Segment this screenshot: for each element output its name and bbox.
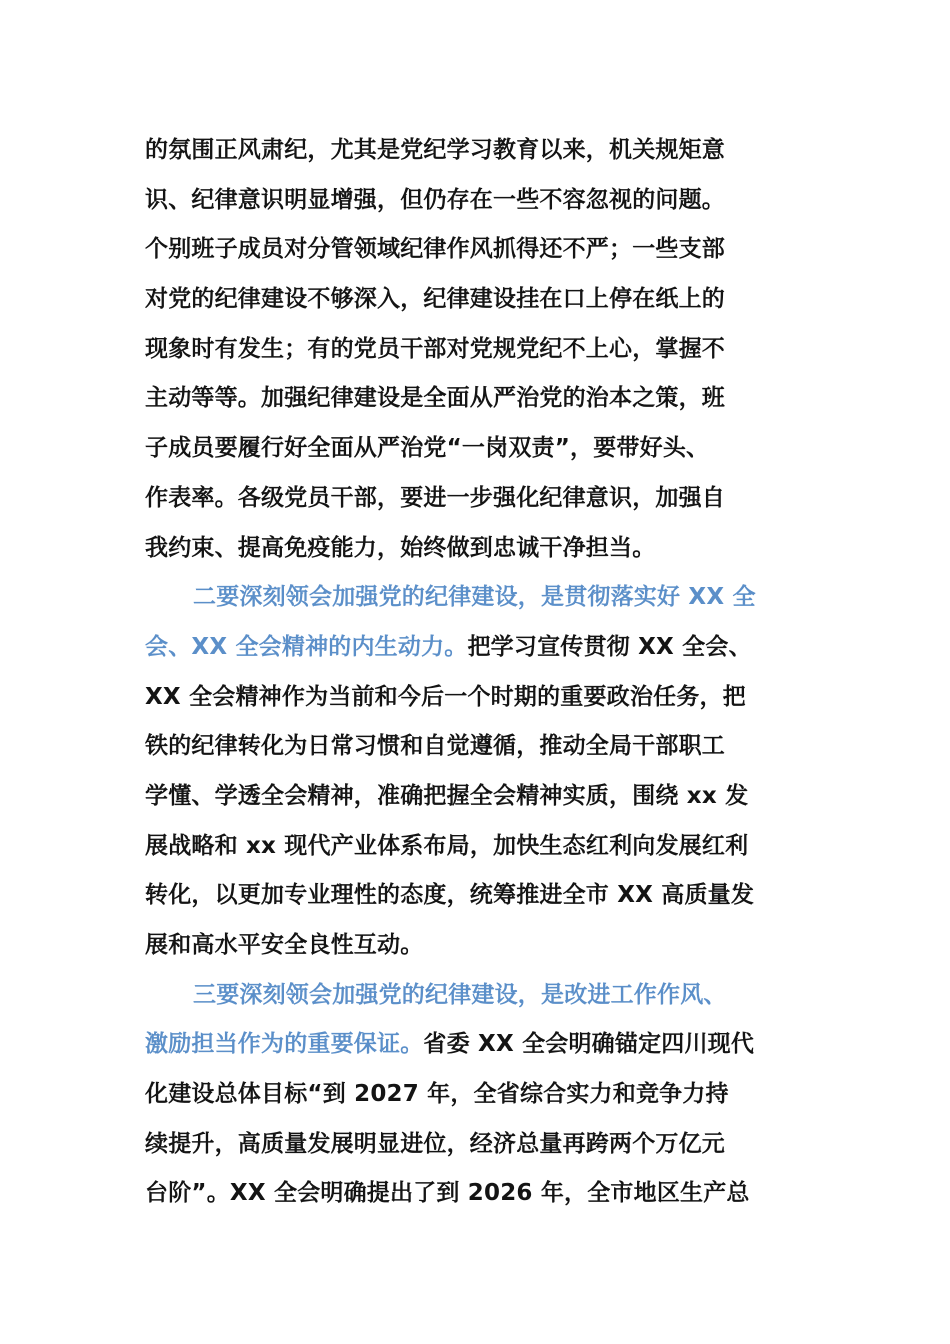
section-heading-line: 会、XX 全会精神的内生动力。把学习宣传贯彻 XX 全会、 — [145, 633, 752, 660]
text-line: 作表率。各级党员干部，要进一步强化纪律意识，加强自 — [145, 484, 725, 511]
text-line: 现象时有发生；有的党员干部对党规党纪不上心，掌握不 — [145, 335, 725, 362]
section-heading-line: 三要深刻领会加强党的纪律建设，是改进工作作风、 — [193, 981, 727, 1008]
section-heading-line: 二要深刻领会加强党的纪律建设，是贯彻落实好 XX 全 — [193, 584, 756, 611]
text-line: 台阶”。XX 全会明确提出了到 2026 年，全市地区生产总 — [145, 1180, 750, 1207]
text-line: 续提升，高质量发展明显进位，经济总量再跨两个万亿元 — [145, 1130, 725, 1157]
text-line: XX 全会精神作为当前和今后一个时期的重要政治任务，把 — [145, 683, 746, 710]
text-line: 对党的纪律建设不够深入，纪律建设挂在口上停在纸上的 — [145, 286, 725, 313]
text-line: 我约束、提高免疫能力，始终做到忠诚干净担当。 — [145, 534, 656, 561]
text-line: 的氛围正风肃纪，尤其是党纪学习教育以来，机关规矩意 — [145, 137, 725, 163]
text-line: 展战略和 xx 现代产业体系布局，加快生态红利向发展红利 — [145, 832, 749, 859]
section-heading-line: 激励担当作为的重要保证。省委 XX 全会明确锚定四川现代 — [145, 1031, 755, 1058]
text-line: 个别班子成员对分管领域纪律作风抓得还不严；一些支部 — [145, 236, 725, 263]
text-line: 学懂、学透全会精神，准确把握全会精神实质，围绕 xx 发 — [145, 782, 749, 809]
document-body — [145, 126, 815, 1219]
text-line: 识、纪律意识明显增强，但仍存在一些不容忽视的问题。 — [145, 186, 725, 213]
text-line: 展和高水平安全良性互动。 — [145, 932, 424, 958]
text-line: 铁的纪律转化为日常习惯和自觉遵循，推动全局干部职工 — [145, 733, 725, 760]
text-line: 化建设总体目标“到 2027 年，全省综合实力和竞争力持 — [145, 1081, 729, 1108]
text-line: 转化，以更加专业理性的态度，统筹推进全市 XX 高质量发 — [145, 882, 755, 909]
text-line: 主动等等。加强纪律建设是全面从严治党的治本之策，班 — [145, 385, 725, 412]
text-line: 子成员要履行好全面从严治党“一岗双责”，要带好头、 — [145, 435, 710, 462]
